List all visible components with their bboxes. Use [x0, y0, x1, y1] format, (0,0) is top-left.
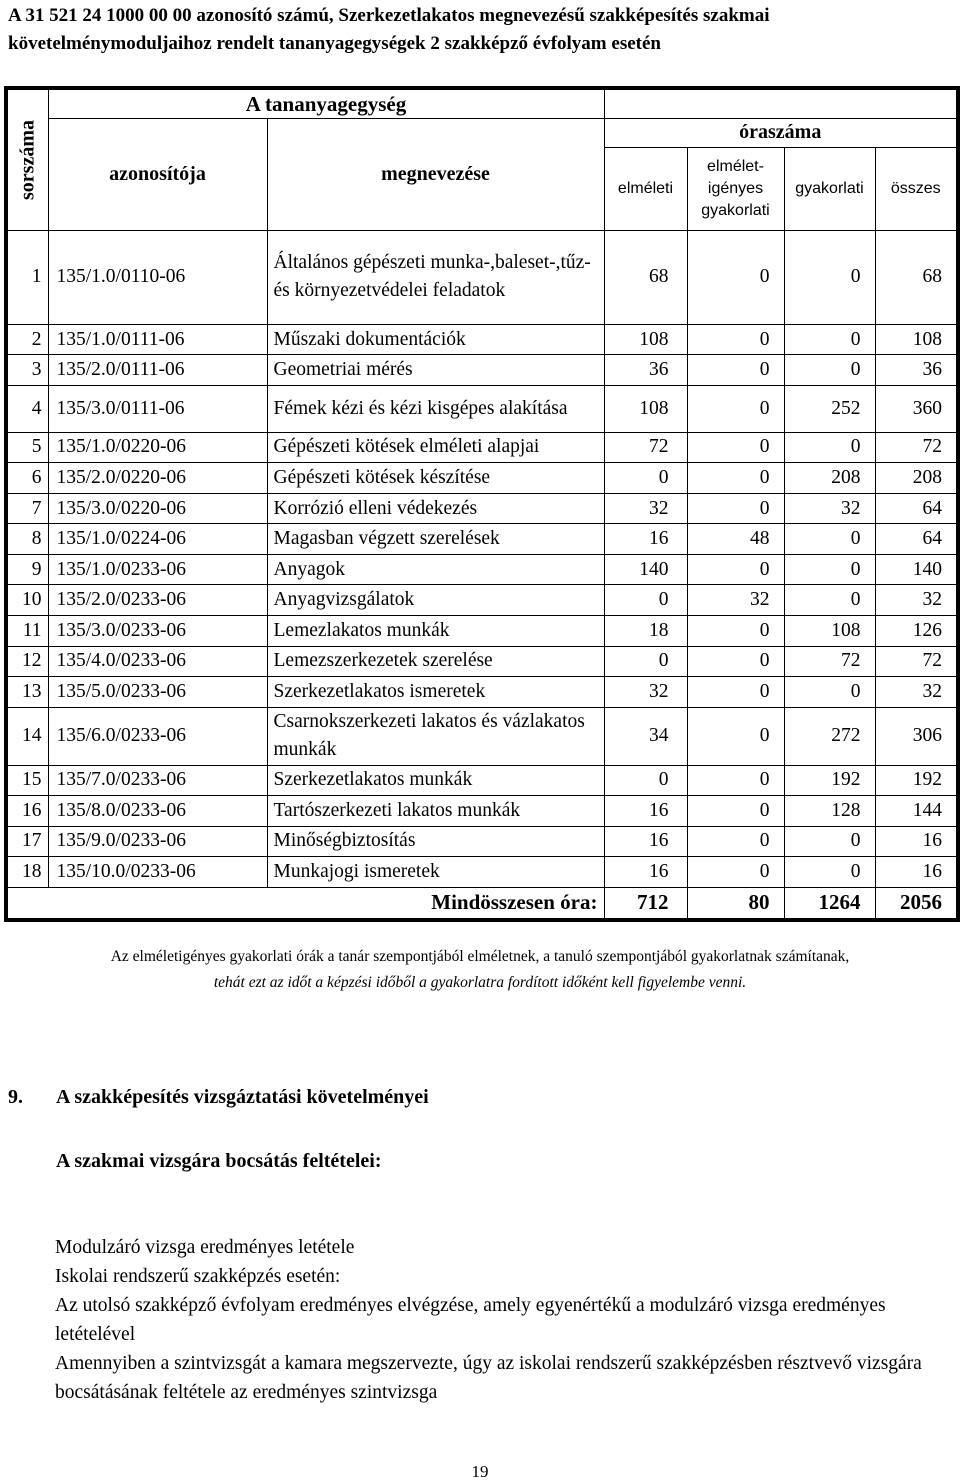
row-number: 1: [6, 231, 48, 325]
row-identifier: 135/1.0/0224-06: [48, 524, 267, 555]
row-number: 13: [6, 677, 48, 708]
row-elmeletigenyes-hours: 0: [687, 432, 784, 463]
total-osszes: 2056: [875, 887, 958, 920]
row-identifier: 135/10.0/0233-06: [48, 857, 267, 888]
header-elmeletigenyes-gyakorlati: elmélet- igényes gyakorlati: [687, 147, 784, 231]
row-elmeleti-hours: 108: [604, 324, 687, 355]
header-oraszama: óraszáma: [604, 119, 958, 148]
row-identifier: 135/4.0/0233-06: [48, 646, 267, 677]
table-row: [6, 857, 958, 888]
row-number: 9: [6, 554, 48, 585]
row-gyakorlati-hours: 72: [784, 646, 875, 677]
table-row: [6, 707, 958, 765]
row-identifier: 135/2.0/0220-06: [48, 463, 267, 494]
row-osszes-hours: 16: [875, 857, 958, 888]
page-number: 19: [471, 1462, 489, 1481]
row-elmeletigenyes-hours: 0: [687, 554, 784, 585]
row-elmeletigenyes-hours: 0: [687, 463, 784, 494]
row-number: 12: [6, 646, 48, 677]
row-identifier: 135/5.0/0233-06: [48, 677, 267, 708]
row-gyakorlati-hours: 0: [784, 677, 875, 708]
row-elmeletigenyes-hours: 0: [687, 385, 784, 432]
row-name: Magasban végzett szerelések: [267, 524, 604, 555]
row-gyakorlati-hours: 128: [784, 796, 875, 827]
table-row: [6, 646, 958, 677]
row-osszes-hours: 72: [875, 432, 958, 463]
row-gyakorlati-hours: 0: [784, 231, 875, 325]
body-paragraph-1: Modulzáró vizsga eredményes letétele: [55, 1237, 355, 1258]
table-row: [6, 231, 958, 325]
header-megnevezese: megnevezése: [267, 119, 604, 231]
table-row: [6, 677, 958, 708]
row-gyakorlati-hours: 252: [784, 385, 875, 432]
table-row: [6, 765, 958, 796]
document-title: A 31 521 24 1000 00 00 azonosító számú, Szerkezetlakatos megnevezésű szakképesítés szakmai követelménymoduljaihoz rendelt tananyagegységek 2 szakképző évfolyam esetén: [8, 5, 770, 54]
row-elmeletigenyes-hours: 0: [687, 826, 784, 857]
row-elmeletigenyes-hours: 0: [687, 765, 784, 796]
row-number: 18: [6, 857, 48, 888]
row-gyakorlati-hours: 108: [784, 615, 875, 646]
row-identifier: 135/3.0/0111-06: [48, 385, 267, 432]
table-row: [6, 463, 958, 494]
table-row: [6, 554, 958, 585]
body-paragraph-2: Iskolai rendszerű szakképzés esetén:: [55, 1266, 341, 1287]
table-row: [6, 355, 958, 386]
row-number: 11: [6, 615, 48, 646]
row-osszes-hours: 306: [875, 707, 958, 765]
row-osszes-hours: 144: [875, 796, 958, 827]
row-gyakorlati-hours: 0: [784, 432, 875, 463]
header-tananyagegyseg: A tananyagegység: [48, 88, 604, 119]
row-number: 3: [6, 355, 48, 386]
row-identifier: 135/3.0/0220-06: [48, 493, 267, 524]
row-osszes-hours: 360: [875, 385, 958, 432]
section-number: 9.: [8, 1086, 23, 1108]
row-osszes-hours: 126: [875, 615, 958, 646]
row-gyakorlati-hours: 272: [784, 707, 875, 765]
row-elmeleti-hours: 32: [604, 677, 687, 708]
row-identifier: 135/8.0/0233-06: [48, 796, 267, 827]
header-azonositoja: azonosítója: [48, 119, 267, 231]
row-osszes-hours: 32: [875, 677, 958, 708]
table-row: [6, 826, 958, 857]
table-row: [6, 432, 958, 463]
curriculum-hours-table: [4, 86, 960, 922]
row-osszes-hours: 32: [875, 585, 958, 616]
row-osszes-hours: 68: [875, 231, 958, 325]
row-number: 4: [6, 385, 48, 432]
row-number: 8: [6, 524, 48, 555]
row-elmeleti-hours: 108: [604, 385, 687, 432]
row-identifier: 135/7.0/0233-06: [48, 765, 267, 796]
row-elmeletigenyes-hours: 0: [687, 324, 784, 355]
row-number: 14: [6, 707, 48, 765]
table-row: [6, 615, 958, 646]
row-identifier: 135/6.0/0233-06: [48, 707, 267, 765]
row-name: Szerkezetlakatos ismeretek: [267, 677, 604, 708]
row-identifier: 135/1.0/0233-06: [48, 554, 267, 585]
row-osszes-hours: 72: [875, 646, 958, 677]
table-row: [6, 324, 958, 355]
row-identifier: 135/3.0/0233-06: [48, 615, 267, 646]
row-elmeleti-hours: 34: [604, 707, 687, 765]
row-identifier: 135/1.0/0220-06: [48, 432, 267, 463]
row-osszes-hours: 208: [875, 463, 958, 494]
row-elmeleti-hours: 0: [604, 585, 687, 616]
row-elmeleti-hours: 32: [604, 493, 687, 524]
header-sorszam-cell: [6, 88, 48, 231]
row-name: Minőségbiztosítás: [267, 826, 604, 857]
row-number: 10: [6, 585, 48, 616]
row-elmeletigenyes-hours: 32: [687, 585, 784, 616]
row-number: 15: [6, 765, 48, 796]
row-elmeletigenyes-hours: 0: [687, 857, 784, 888]
row-name: Műszaki dokumentációk: [267, 324, 604, 355]
row-osszes-hours: 36: [875, 355, 958, 386]
row-gyakorlati-hours: 0: [784, 355, 875, 386]
row-elmeletigenyes-hours: 0: [687, 355, 784, 386]
row-gyakorlati-hours: 0: [784, 324, 875, 355]
table-row: [6, 524, 958, 555]
row-elmeletigenyes-hours: 0: [687, 493, 784, 524]
row-gyakorlati-hours: 0: [784, 857, 875, 888]
row-identifier: 135/2.0/0233-06: [48, 585, 267, 616]
total-label: Mindösszesen óra:: [6, 887, 604, 920]
table-row: [6, 493, 958, 524]
row-elmeletigenyes-hours: 0: [687, 707, 784, 765]
row-osszes-hours: 192: [875, 765, 958, 796]
total-elmeletigenyes: 80: [687, 887, 784, 920]
row-osszes-hours: 108: [875, 324, 958, 355]
row-osszes-hours: 16: [875, 826, 958, 857]
row-number: 16: [6, 796, 48, 827]
row-elmeleti-hours: 72: [604, 432, 687, 463]
row-elmeleti-hours: 0: [604, 463, 687, 494]
row-number: 7: [6, 493, 48, 524]
total-elmeleti: 712: [604, 887, 687, 920]
row-elmeleti-hours: 0: [604, 646, 687, 677]
row-number: 5: [6, 432, 48, 463]
header-elmeleti: elméleti: [604, 147, 687, 231]
header-gyakorlati: gyakorlati: [784, 147, 875, 231]
row-name: Tartószerkezeti lakatos munkák: [267, 796, 604, 827]
row-elmeleti-hours: 18: [604, 615, 687, 646]
row-gyakorlati-hours: 208: [784, 463, 875, 494]
row-name: Gépészeti kötések elméleti alapjai: [267, 432, 604, 463]
row-identifier: 135/9.0/0233-06: [48, 826, 267, 857]
row-name: Csarnokszerkezeti lakatos és vázlakatos munkák: [267, 707, 604, 765]
row-name: Fémek kézi és kézi kisgépes alakítása: [267, 385, 604, 432]
row-gyakorlati-hours: 0: [784, 585, 875, 616]
row-name: Gépészeti kötések készítése: [267, 463, 604, 494]
row-osszes-hours: 140: [875, 554, 958, 585]
row-gyakorlati-hours: 0: [784, 826, 875, 857]
row-number: 17: [6, 826, 48, 857]
row-gyakorlati-hours: 0: [784, 524, 875, 555]
row-elmeletigenyes-hours: 0: [687, 796, 784, 827]
row-elmeleti-hours: 36: [604, 355, 687, 386]
table-row: [6, 796, 958, 827]
footnote-line-1: Az elméletigényes gyakorlati órák a tanár szempontjából elméletnek, a tanuló szempontjából gyakorlatnak számítanak,: [110, 948, 850, 965]
row-elmeletigenyes-hours: 0: [687, 677, 784, 708]
row-elmeletigenyes-hours: 0: [687, 231, 784, 325]
row-elmeleti-hours: 16: [604, 796, 687, 827]
row-identifier: 135/1.0/0110-06: [48, 231, 267, 325]
row-name: Anyagok: [267, 554, 604, 585]
row-name: Munkajogi ismeretek: [267, 857, 604, 888]
row-elmeletigenyes-hours: 48: [687, 524, 784, 555]
section-body: [55, 1233, 945, 1407]
table-row: [6, 585, 958, 616]
header-sorszam: sorszáma: [16, 120, 39, 201]
row-osszes-hours: 64: [875, 524, 958, 555]
body-paragraph-4: Amennyiben a szintvizsgát a kamara megszervezte, úgy az iskolai rendszerű szakképzésben résztvevő vizsgára bocsátásának feltétele az eredményes szintvizsga: [55, 1353, 922, 1403]
row-elmeletigenyes-hours: 0: [687, 646, 784, 677]
row-gyakorlati-hours: 192: [784, 765, 875, 796]
section-subtitle: A szakmai vizsgára bocsátás feltételei:: [56, 1150, 382, 1172]
row-name: Anyagvizsgálatok: [267, 585, 604, 616]
total-gyakorlati: 1264: [784, 887, 875, 920]
row-name: Geometriai mérés: [267, 355, 604, 386]
row-name: Korrózió elleni védekezés: [267, 493, 604, 524]
footnote: [0, 944, 960, 996]
row-gyakorlati-hours: 0: [784, 554, 875, 585]
row-name: Szerkezetlakatos munkák: [267, 765, 604, 796]
row-identifier: 135/1.0/0111-06: [48, 324, 267, 355]
total-row: [6, 887, 958, 920]
section-title: A szakképesítés vizsgáztatási követelményei: [56, 1086, 429, 1108]
row-number: 2: [6, 324, 48, 355]
row-elmeleti-hours: 68: [604, 231, 687, 325]
row-identifier: 135/2.0/0111-06: [48, 355, 267, 386]
row-elmeletigenyes-hours: 0: [687, 615, 784, 646]
row-elmeleti-hours: 16: [604, 826, 687, 857]
row-gyakorlati-hours: 32: [784, 493, 875, 524]
row-elmeleti-hours: 16: [604, 524, 687, 555]
row-elmeleti-hours: 0: [604, 765, 687, 796]
header-osszes: összes: [875, 147, 958, 231]
row-name: Lemezlakatos munkák: [267, 615, 604, 646]
footnote-line-2: tehát ezt az időt a képzési időből a gyakorlatra fordított időként kell figyelembe venni.: [213, 974, 747, 991]
row-elmeleti-hours: 16: [604, 857, 687, 888]
row-osszes-hours: 64: [875, 493, 958, 524]
table-row: [6, 385, 958, 432]
row-name: Lemezszerkezetek szerelése: [267, 646, 604, 677]
row-number: 6: [6, 463, 48, 494]
row-name: Általános gépészeti munka-,baleset-,tűz-és környezetvédelei feladatok: [267, 231, 604, 325]
body-paragraph-3: Az utolsó szakképző évfolyam eredményes elvégzése, amely egyenértékű a modulzáró vizsga eredményes letételével: [55, 1295, 886, 1345]
row-elmeleti-hours: 140: [604, 554, 687, 585]
